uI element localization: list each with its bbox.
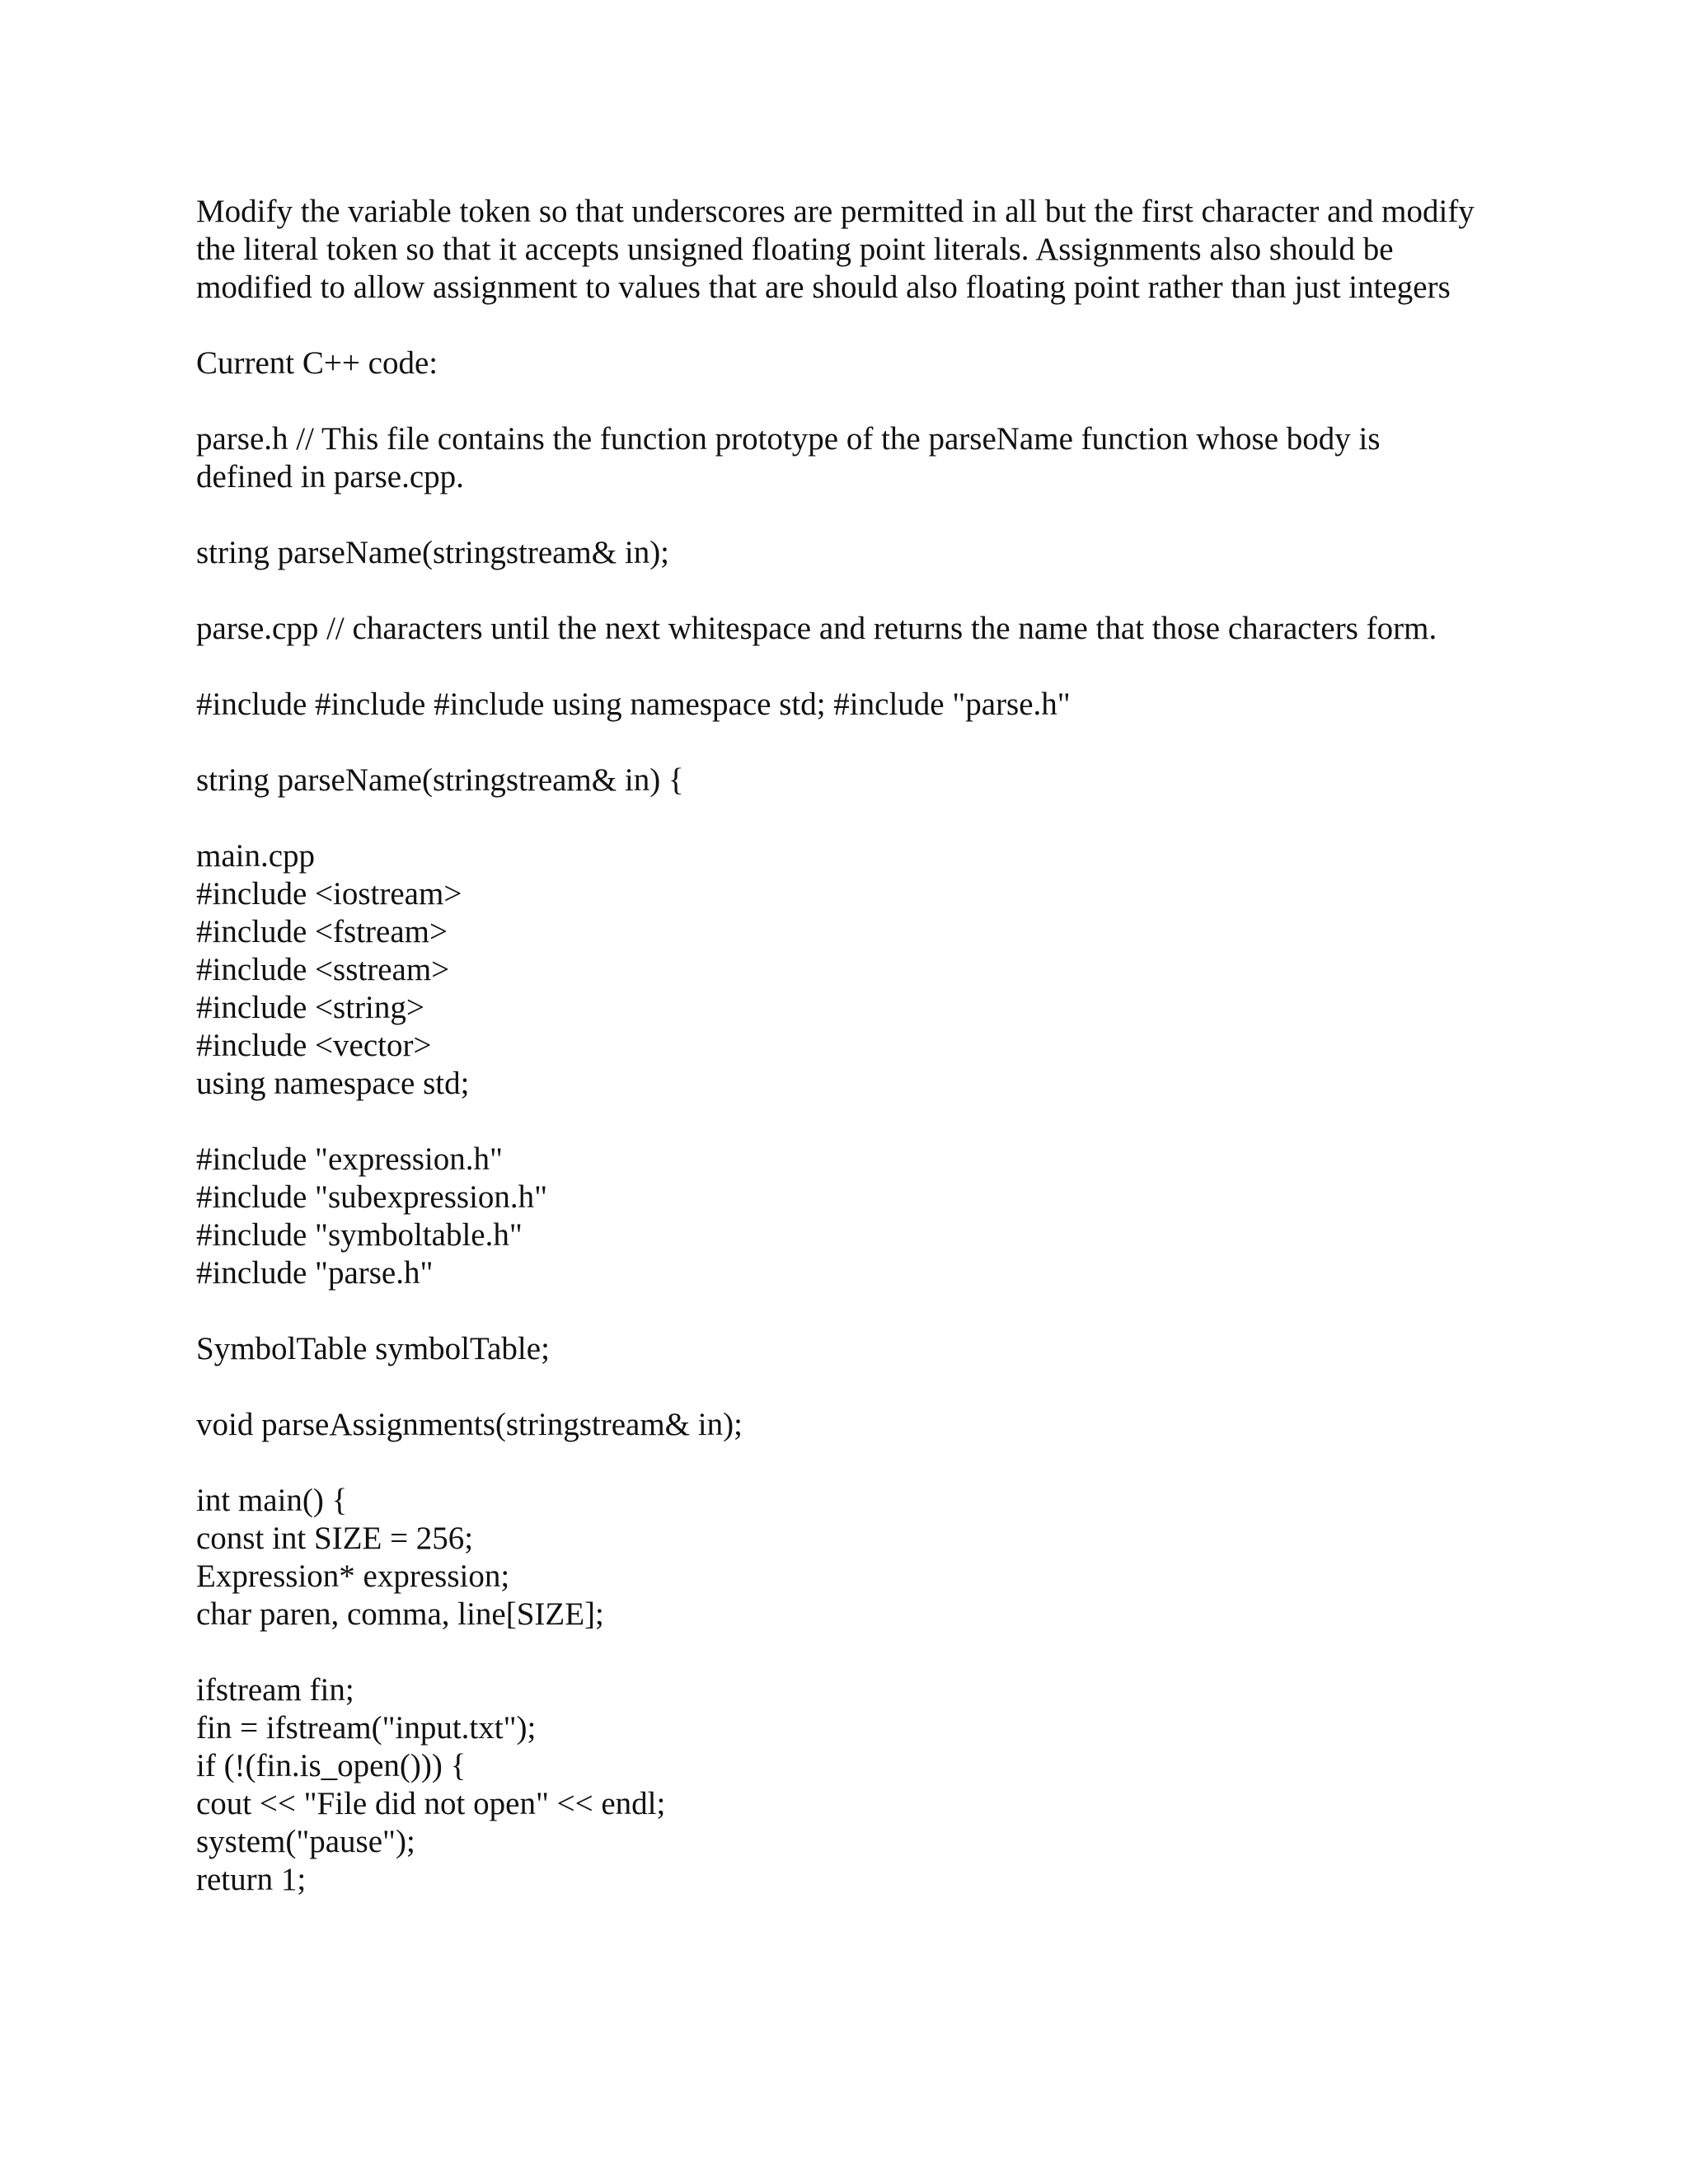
code-line: ifstream fin; [196,1672,354,1708]
code-line: const int SIZE = 256; [196,1521,474,1556]
code-line: #include <sstream> [196,952,450,987]
parse-h-description: parse.h // This file contains the function prototype of the parseName function whose body is defined in parse.cpp. [196,421,1389,494]
symbol-table-declaration: SymbolTable symbolTable; [196,1331,550,1366]
main-cpp-header-block [196,837,1482,1103]
current-code-label: Current C++ code: [196,345,438,381]
parse-h-declaration: string parseName(stringstream& in); [196,535,670,570]
code-line: cout << "File did not open" << endl; [196,1786,666,1821]
code-line: #include <string> [196,990,424,1025]
parse-assignments-declaration: void parseAssignments(stringstream& in); [196,1407,743,1442]
code-line: system("pause"); [196,1824,415,1859]
code-line: #include <iostream> [196,876,462,912]
code-line: #include <fstream> [196,914,448,949]
code-line: main.cpp [196,838,316,874]
code-line: int main() { [196,1483,348,1518]
code-line: fin = ifstream("input.txt"); [196,1710,537,1746]
document-content [196,193,1482,1937]
code-line: #include "parse.h" [196,1255,434,1291]
parse-cpp-definition: string parseName(stringstream& in) { [196,762,684,798]
code-line: #include "subexpression.h" [196,1179,548,1215]
code-line: Expression* expression; [196,1558,510,1594]
file-open-block [196,1671,1482,1899]
code-line: using namespace std; [196,1066,470,1101]
code-line: if (!(fin.is_open())) { [196,1748,467,1783]
code-line: char paren, comma, line[SIZE]; [196,1596,604,1632]
code-line: return 1; [196,1862,307,1897]
parse-cpp-description: parse.cpp // characters until the next whitespace and returns the name that those characters form. [196,611,1437,646]
parse-cpp-includes: #include #include #include using namespace std; #include "parse.h" [196,687,1071,722]
intro-paragraph: Modify the variable token so that underscores are permitted in all but the first character and modify the literal token so that it accepts unsigned floating point literals. Assignments also should be modified to allow assignment to values that are should also floating point rather than just integers [196,194,1483,305]
main-function-start-block [196,1482,1482,1633]
code-line: #include "expression.h" [196,1141,503,1177]
local-includes-block [196,1141,1482,1292]
code-line: #include "symboltable.h" [196,1217,523,1253]
code-line: #include <vector> [196,1028,432,1063]
